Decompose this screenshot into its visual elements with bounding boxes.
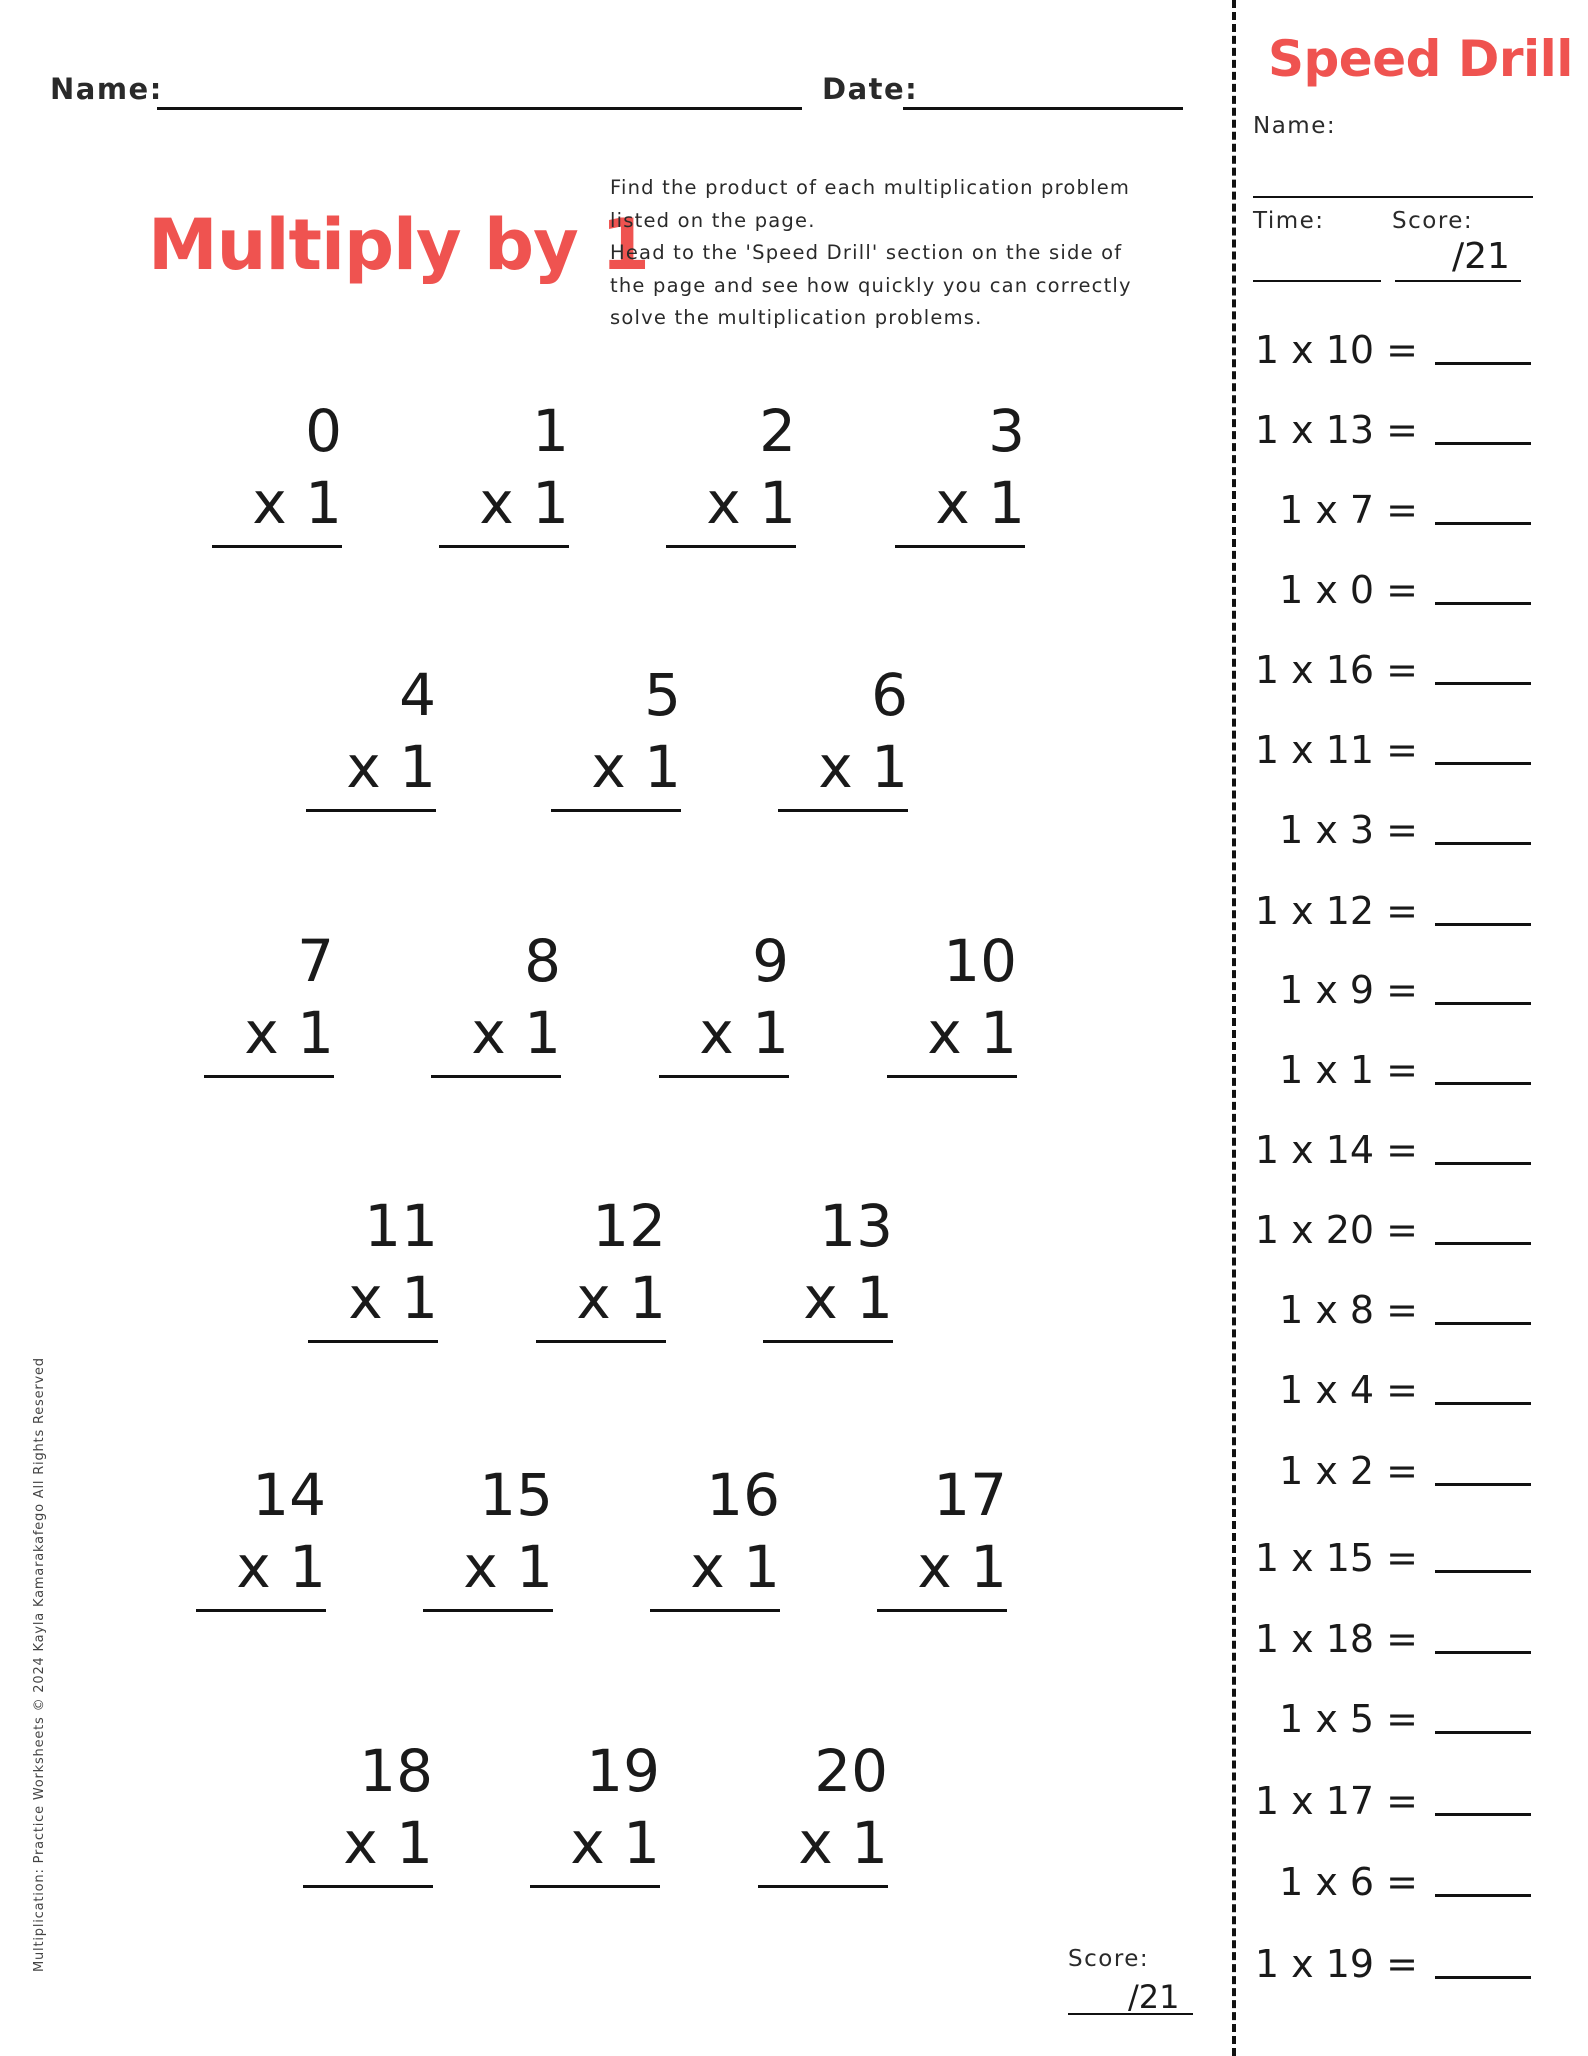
problem-number: 13 — [819, 1192, 893, 1260]
drill-equation: 1 x 15 = — [1254, 1536, 1418, 1580]
score-field-line[interactable] — [1068, 2013, 1193, 2015]
drill-equation: 1 x 14 = — [1254, 1128, 1418, 1172]
problem-multiplier: x 1 — [818, 733, 908, 801]
drill-answer-line[interactable] — [1435, 1894, 1531, 1897]
speed-drill-name-line[interactable] — [1253, 196, 1533, 198]
problem-multiplier: x 1 — [803, 1264, 893, 1332]
problem-multiplier: x 1 — [576, 1264, 666, 1332]
problem-number: 10 — [943, 927, 1017, 995]
problem-multiplier: x 1 — [699, 999, 789, 1067]
problem-multiplier: x 1 — [236, 1533, 326, 1601]
problem-multiplier: x 1 — [798, 1809, 888, 1877]
answer-line[interactable] — [650, 1609, 780, 1612]
problem — [204, 397, 344, 537]
problem — [755, 1192, 895, 1332]
instructions-line: solve the multiplication problems. — [610, 306, 983, 329]
drill-equation: 1 x 17 = — [1254, 1779, 1418, 1823]
problem-number: 1 — [532, 397, 569, 465]
problem — [415, 1461, 555, 1601]
speed-drill-title: Speed Drill — [1268, 30, 1573, 88]
problem — [887, 397, 1027, 537]
problem-number: 6 — [871, 661, 908, 729]
problem-multiplier: x 1 — [706, 469, 796, 537]
date-field-line[interactable] — [903, 107, 1183, 110]
drill-equation: 1 x 8 = — [1279, 1288, 1418, 1332]
problem-number: 4 — [399, 661, 436, 729]
problem — [423, 927, 563, 1067]
problem-number: 11 — [364, 1192, 438, 1260]
drill-answer-line[interactable] — [1435, 842, 1531, 845]
problem — [750, 1737, 890, 1877]
drill-answer-line[interactable] — [1435, 602, 1531, 605]
problem-number: 14 — [252, 1461, 326, 1529]
problem — [298, 661, 438, 801]
drill-equation: 1 x 19 = — [1254, 1942, 1418, 1986]
problem — [188, 1461, 328, 1601]
answer-line[interactable] — [877, 1609, 1007, 1612]
problem-multiplier: x 1 — [343, 1809, 433, 1877]
problem-number: 7 — [297, 927, 334, 995]
answer-line[interactable] — [423, 1609, 553, 1612]
answer-line[interactable] — [306, 809, 436, 812]
problem-number: 16 — [706, 1461, 780, 1529]
speed-drill-score-line[interactable] — [1395, 280, 1521, 282]
drill-answer-line[interactable] — [1435, 1082, 1531, 1085]
speed-drill-time-line[interactable] — [1253, 280, 1381, 282]
answer-line[interactable] — [659, 1075, 789, 1078]
problem-multiplier: x 1 — [252, 469, 342, 537]
answer-line[interactable] — [778, 809, 908, 812]
problem — [658, 397, 798, 537]
problem-number: 19 — [586, 1737, 660, 1805]
score-label: Score: — [1068, 1946, 1150, 1972]
problem-multiplier: x 1 — [346, 733, 436, 801]
problem-number: 12 — [592, 1192, 666, 1260]
problem — [543, 661, 683, 801]
drill-equation: 1 x 2 = — [1279, 1449, 1418, 1493]
drill-equation: 1 x 10 = — [1254, 328, 1418, 372]
problem-number: 18 — [359, 1737, 433, 1805]
instructions-line: the page and see how quickly you can correctly — [610, 273, 1132, 297]
problem-multiplier: x 1 — [463, 1533, 553, 1601]
drill-equation: 1 x 11 = — [1254, 728, 1418, 772]
problem-number: 2 — [759, 397, 796, 465]
drill-equation: 1 x 6 = — [1279, 1860, 1418, 1904]
instructions — [610, 172, 1170, 335]
problem-multiplier: x 1 — [591, 733, 681, 801]
problem-number: 8 — [524, 927, 561, 995]
problem-multiplier: x 1 — [570, 1809, 660, 1877]
drill-answer-line[interactable] — [1435, 762, 1531, 765]
answer-line[interactable] — [887, 1075, 1017, 1078]
problem-number: 5 — [644, 661, 681, 729]
problem — [869, 1461, 1009, 1601]
answer-line[interactable] — [536, 1340, 666, 1343]
drill-answer-line[interactable] — [1435, 522, 1531, 525]
instructions-line: Find the product of each multiplication problem — [610, 176, 1131, 199]
problem-number: 17 — [933, 1461, 1007, 1529]
drill-equation: 1 x 12 = — [1254, 889, 1418, 933]
answer-line[interactable] — [530, 1885, 660, 1888]
problem — [196, 927, 336, 1067]
problem-number: 3 — [988, 397, 1025, 465]
answer-line[interactable] — [204, 1075, 334, 1078]
speed-drill-score-label: Score: — [1392, 208, 1474, 234]
answer-line[interactable] — [439, 545, 569, 548]
drill-answer-line[interactable] — [1435, 362, 1531, 365]
drill-equation: 1 x 5 = — [1279, 1697, 1418, 1741]
problem-multiplier: x 1 — [471, 999, 561, 1067]
drill-answer-line[interactable] — [1435, 1731, 1531, 1734]
drill-equation: 1 x 18 = — [1254, 1617, 1418, 1661]
drill-equation: 1 x 0 = — [1279, 568, 1418, 612]
drill-answer-line[interactable] — [1435, 1976, 1531, 1979]
problem — [522, 1737, 662, 1877]
problem — [770, 661, 910, 801]
drill-answer-line[interactable] — [1435, 1002, 1531, 1005]
name-field-line[interactable] — [157, 107, 802, 110]
answer-line[interactable] — [196, 1609, 326, 1612]
problem-number: 15 — [479, 1461, 553, 1529]
problem — [295, 1737, 435, 1877]
drill-answer-line[interactable] — [1435, 1402, 1531, 1405]
drill-answer-line[interactable] — [1435, 1322, 1531, 1325]
drill-answer-line[interactable] — [1435, 1651, 1531, 1654]
drill-equation: 1 x 16 = — [1254, 648, 1418, 692]
problem — [300, 1192, 440, 1332]
dashed-divider — [1232, 0, 1236, 2056]
drill-equation: 1 x 7 = — [1279, 488, 1418, 532]
drill-answer-line[interactable] — [1435, 442, 1531, 445]
problem — [431, 397, 571, 537]
drill-answer-line[interactable] — [1435, 1162, 1531, 1165]
instructions-line: listed on the page. — [610, 208, 816, 232]
copyright-notice: Multiplication: Practice Worksheets © 2024 Kayla Kamarakafego All Rights Reserved — [32, 1357, 47, 1972]
drill-equation: 1 x 3 = — [1279, 808, 1418, 852]
score-fraction: /21 — [1128, 1978, 1180, 2016]
problem — [528, 1192, 668, 1332]
answer-line[interactable] — [758, 1885, 888, 1888]
answer-line[interactable] — [895, 545, 1025, 548]
drill-answer-line[interactable] — [1435, 1483, 1531, 1486]
problem — [879, 927, 1019, 1067]
problem — [642, 1461, 782, 1601]
problem-multiplier: x 1 — [935, 469, 1025, 537]
answer-line[interactable] — [303, 1885, 433, 1888]
problem-multiplier: x 1 — [348, 1264, 438, 1332]
speed-drill-name-label: Name: — [1253, 113, 1337, 139]
answer-line[interactable] — [431, 1075, 561, 1078]
answer-line[interactable] — [763, 1340, 893, 1343]
instructions-line: Head to the 'Speed Drill' section on the side of — [610, 241, 1123, 264]
answer-line[interactable] — [666, 545, 796, 548]
problem-number: 0 — [305, 397, 342, 465]
drill-equation: 1 x 1 = — [1279, 1048, 1418, 1092]
drill-equation: 1 x 20 = — [1254, 1208, 1418, 1252]
problem-multiplier: x 1 — [690, 1533, 780, 1601]
problem-multiplier: x 1 — [927, 999, 1017, 1067]
date-label: Date: — [822, 72, 919, 106]
answer-line[interactable] — [551, 809, 681, 812]
drill-answer-line[interactable] — [1435, 1570, 1531, 1573]
drill-equation: 1 x 4 = — [1279, 1368, 1418, 1412]
answer-line[interactable] — [308, 1340, 438, 1343]
problem-multiplier: x 1 — [244, 999, 334, 1067]
drill-equation: 1 x 13 = — [1254, 408, 1418, 452]
problem-multiplier: x 1 — [917, 1533, 1007, 1601]
drill-answer-line[interactable] — [1435, 1813, 1531, 1816]
name-label: Name: — [50, 72, 163, 106]
answer-line[interactable] — [212, 545, 342, 548]
drill-answer-line[interactable] — [1435, 1242, 1531, 1245]
drill-answer-line[interactable] — [1435, 682, 1531, 685]
problem — [651, 927, 791, 1067]
problem-multiplier: x 1 — [479, 469, 569, 537]
worksheet-title: Multiply by 1 — [148, 204, 649, 286]
problem-number: 20 — [814, 1737, 888, 1805]
problem-number: 9 — [752, 927, 789, 995]
speed-drill-score-fraction: /21 — [1452, 236, 1510, 277]
speed-drill-time-label: Time: — [1253, 208, 1325, 234]
drill-answer-line[interactable] — [1435, 923, 1531, 926]
drill-equation: 1 x 9 = — [1279, 968, 1418, 1012]
